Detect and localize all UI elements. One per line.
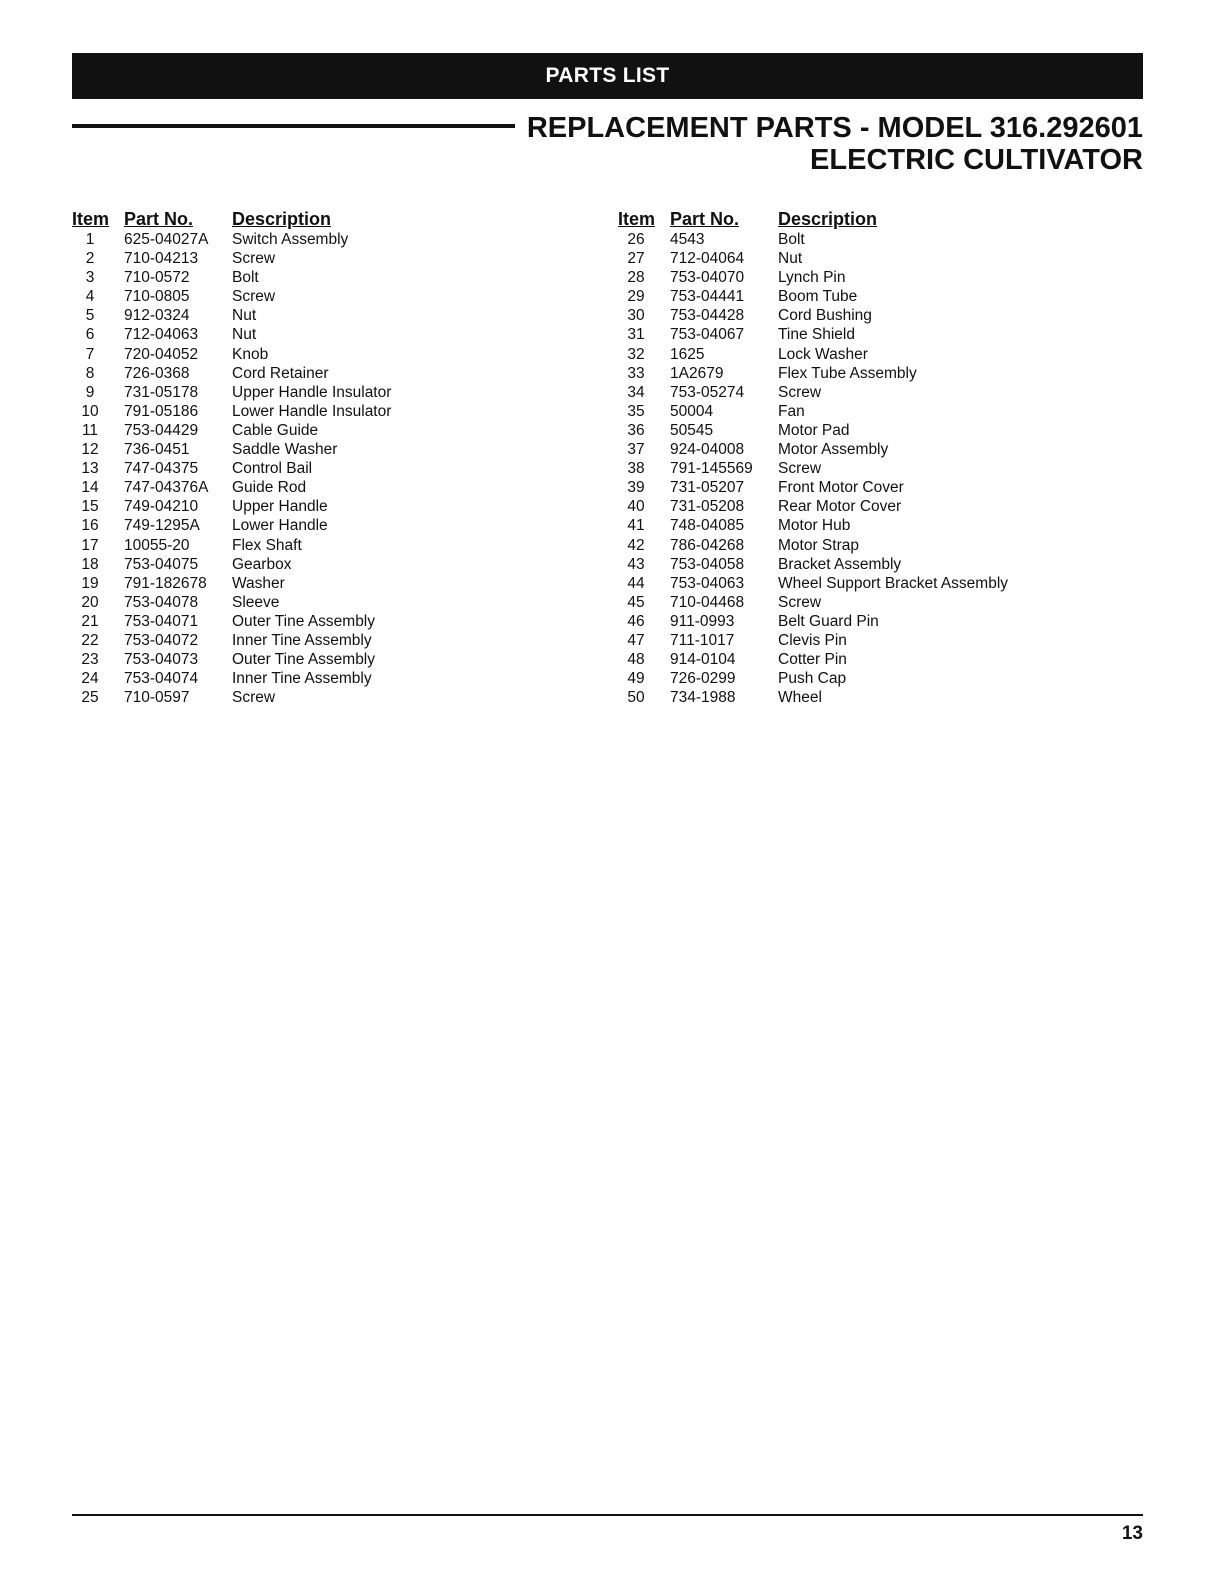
- item-number: 43: [627, 555, 645, 573]
- parts-table-right: [618, 208, 1008, 707]
- part-number: 753-05274: [670, 383, 745, 401]
- part-number: 753-04075: [124, 555, 199, 573]
- item-number: 6: [85, 326, 95, 344]
- part-number: 749-1295A: [124, 517, 200, 535]
- item-number: 13: [81, 460, 99, 478]
- part-description: Cord Bushing: [778, 307, 872, 325]
- part-number: 914-0104: [670, 651, 736, 669]
- item-number: 32: [627, 345, 645, 363]
- part-description: Screw: [778, 593, 822, 611]
- item-number: 30: [627, 307, 645, 325]
- part-description: Nut: [232, 326, 257, 344]
- table-row: [72, 497, 391, 516]
- part-description: Front Motor Cover: [778, 479, 904, 497]
- part-number: 911-0993: [670, 612, 735, 630]
- table-row: [72, 516, 391, 535]
- title-line-2: ELECTRIC CULTIVATOR: [810, 144, 1143, 176]
- item-number: 4: [85, 288, 95, 306]
- part-description: Inner Tine Assembly: [232, 670, 372, 688]
- item-number: 33: [627, 364, 645, 382]
- table-row: [72, 287, 391, 306]
- header-item: Item: [618, 209, 656, 229]
- item-number: 20: [81, 593, 99, 611]
- item-number: 16: [81, 517, 99, 535]
- part-number: 1625: [670, 345, 705, 363]
- part-number: 736-0451: [124, 441, 190, 459]
- part-number: 749-04210: [124, 498, 199, 516]
- part-number: 753-04067: [670, 326, 745, 344]
- part-description: Motor Pad: [778, 421, 850, 439]
- part-description: Cable Guide: [232, 421, 319, 439]
- item-number: 46: [627, 612, 645, 630]
- part-number: 710-04468: [670, 593, 745, 611]
- part-description: Sleeve: [232, 593, 280, 611]
- title-rule: [72, 124, 515, 128]
- table-row: [72, 536, 391, 555]
- table-row: [72, 440, 391, 459]
- table-row: [618, 536, 1008, 555]
- part-description: Bracket Assembly: [778, 555, 902, 573]
- part-number: 791-05186: [124, 402, 199, 420]
- part-description: Motor Assembly: [778, 441, 889, 459]
- part-description: Tine Shield: [778, 326, 855, 344]
- part-description: Lock Washer: [778, 345, 868, 363]
- part-description: Switch Assembly: [232, 231, 349, 248]
- table-row: [72, 612, 391, 631]
- part-description: Screw: [232, 250, 276, 268]
- page-title: [527, 112, 1143, 176]
- part-number: 731-05178: [124, 383, 199, 401]
- table-row: [72, 631, 391, 650]
- part-description: Boom Tube: [778, 288, 858, 306]
- item-number: 14: [81, 479, 99, 497]
- part-description: Screw: [232, 689, 276, 707]
- part-number: 753-04071: [124, 612, 199, 630]
- part-number: 731-05208: [670, 498, 745, 516]
- part-number: 711-1017: [670, 631, 735, 649]
- item-number: 3: [85, 269, 95, 287]
- table-row: [72, 478, 391, 497]
- table-row: [72, 249, 391, 268]
- part-number: 753-04058: [670, 555, 745, 573]
- header-description: Description: [232, 209, 332, 229]
- table-row: [618, 669, 1008, 688]
- part-number: 50004: [670, 402, 714, 420]
- part-number: 924-04008: [670, 441, 745, 459]
- table-row: [72, 555, 391, 574]
- table-row: [618, 230, 1008, 249]
- part-description: Nut: [232, 307, 257, 325]
- part-number: 753-04072: [124, 631, 199, 649]
- table-row: [618, 574, 1008, 593]
- part-number: 710-04213: [124, 250, 199, 268]
- table-row: [618, 249, 1008, 268]
- part-number: 4543: [670, 231, 705, 248]
- table-row: [618, 287, 1008, 306]
- header-part-no: Part No.: [670, 209, 740, 229]
- item-number: 28: [627, 269, 645, 287]
- table-header: [72, 208, 391, 230]
- item-number: 12: [81, 441, 99, 459]
- part-description: Motor Strap: [778, 536, 859, 554]
- part-description: Outer Tine Assembly: [232, 612, 376, 630]
- section-banner: [72, 53, 1143, 99]
- item-number: 35: [627, 402, 645, 420]
- part-number: 748-04085: [670, 517, 745, 535]
- part-number: 786-04268: [670, 536, 745, 554]
- item-number: 10: [81, 402, 99, 420]
- part-number: 625-04027A: [124, 231, 209, 248]
- part-number: 912-0324: [124, 307, 190, 325]
- table-row: [72, 574, 391, 593]
- part-number: 734-1988: [670, 689, 736, 707]
- table-row: [72, 421, 391, 440]
- table-header: [618, 208, 1008, 230]
- item-number: 26: [627, 231, 645, 248]
- banner-title: PARTS LIST: [545, 64, 670, 87]
- part-description: Cotter Pin: [778, 651, 847, 669]
- part-description: Screw: [778, 460, 822, 478]
- part-description: Washer: [232, 574, 285, 592]
- part-number: 712-04063: [124, 326, 199, 344]
- table-row: [618, 497, 1008, 516]
- table-row: [72, 364, 391, 383]
- table-row: [618, 612, 1008, 631]
- table-row: [618, 345, 1008, 364]
- footer-rule: [72, 1514, 1143, 1516]
- item-number: 36: [627, 421, 645, 439]
- table-row: [618, 383, 1008, 402]
- part-number: 791-182678: [124, 574, 207, 592]
- part-description: Bolt: [778, 231, 805, 248]
- part-number: 726-0368: [124, 364, 190, 382]
- table-row: [72, 593, 391, 612]
- table-row: [618, 421, 1008, 440]
- part-description: Wheel Support Bracket Assembly: [778, 574, 1009, 592]
- part-description: Belt Guard Pin: [778, 612, 879, 630]
- part-description: Upper Handle Insulator: [232, 383, 392, 401]
- part-description: Fan: [778, 402, 805, 420]
- table-row: [618, 516, 1008, 535]
- part-description: Lower Handle: [232, 517, 328, 535]
- part-number: 753-04428: [670, 307, 745, 325]
- part-description: Flex Tube Assembly: [778, 364, 917, 382]
- part-number: 720-04052: [124, 345, 199, 363]
- table-row: [72, 345, 391, 364]
- part-description: Screw: [232, 288, 276, 306]
- part-number: 731-05207: [670, 479, 745, 497]
- table-row: [72, 268, 391, 287]
- part-number: 753-04441: [670, 288, 745, 306]
- part-number: 753-04074: [124, 670, 199, 688]
- table-row: [618, 593, 1008, 612]
- part-number: 710-0597: [124, 689, 190, 707]
- item-number: 2: [85, 250, 95, 268]
- table-row: [72, 459, 391, 478]
- part-description: Outer Tine Assembly: [232, 651, 376, 669]
- part-number: 753-04073: [124, 651, 199, 669]
- table-row: [72, 402, 391, 421]
- item-number: 1: [85, 231, 95, 248]
- item-number: 39: [627, 479, 645, 497]
- table-row: [618, 688, 1008, 707]
- table-row: [72, 688, 391, 707]
- part-description: Nut: [778, 250, 803, 268]
- item-number: 5: [85, 307, 95, 325]
- item-number: 11: [81, 421, 99, 439]
- header-description: Description: [778, 209, 878, 229]
- part-description: Knob: [232, 345, 269, 363]
- item-number: 29: [627, 288, 645, 306]
- part-description: Rear Motor Cover: [778, 498, 902, 516]
- item-number: 22: [81, 631, 99, 649]
- part-number: 753-04429: [124, 421, 199, 439]
- parts-table-left: [72, 208, 391, 707]
- item-number: 50: [627, 689, 645, 707]
- item-number: 48: [627, 651, 645, 669]
- part-number: 710-0572: [124, 269, 190, 287]
- table-body: [72, 230, 391, 707]
- part-number: 747-04376A: [124, 479, 209, 497]
- part-number: 753-04070: [670, 269, 745, 287]
- item-number: 23: [81, 651, 99, 669]
- part-description: Inner Tine Assembly: [232, 631, 372, 649]
- item-number: 42: [627, 536, 645, 554]
- item-number: 37: [627, 441, 645, 459]
- item-number: 47: [627, 631, 645, 649]
- item-number: 44: [627, 574, 645, 592]
- part-number: 791-145569: [670, 460, 753, 478]
- table-row: [618, 268, 1008, 287]
- page-number: 13: [1121, 1523, 1143, 1544]
- item-number: 21: [81, 612, 99, 630]
- item-number: 17: [81, 536, 99, 554]
- table-row: [618, 650, 1008, 669]
- part-description: Gearbox: [232, 555, 292, 573]
- item-number: 25: [81, 689, 99, 707]
- header-part-no: Part No.: [124, 209, 194, 229]
- item-number: 7: [85, 345, 95, 363]
- part-number: 726-0299: [670, 670, 736, 688]
- part-number: 1A2679: [670, 364, 724, 382]
- part-description: Control Bail: [232, 460, 313, 478]
- table-row: [72, 650, 391, 669]
- item-number: 18: [81, 555, 99, 573]
- part-number: 747-04375: [124, 460, 199, 478]
- table-row: [618, 364, 1008, 383]
- part-description: Bolt: [232, 269, 259, 287]
- part-number: 710-0805: [124, 288, 190, 306]
- table-row: [72, 669, 391, 688]
- table-row: [618, 325, 1008, 344]
- item-number: 34: [627, 383, 645, 401]
- part-description: Push Cap: [778, 670, 847, 688]
- table-row: [618, 631, 1008, 650]
- part-description: Guide Rod: [232, 479, 307, 497]
- table-row: [72, 325, 391, 344]
- table-row: [72, 306, 391, 325]
- part-description: Lower Handle Insulator: [232, 402, 392, 420]
- title-line-1: REPLACEMENT PARTS - MODEL 316.292601: [526, 112, 1143, 144]
- part-number: 712-04064: [670, 250, 745, 268]
- table-row: [618, 306, 1008, 325]
- item-number: 9: [85, 383, 95, 401]
- part-number: 753-04078: [124, 593, 199, 611]
- part-description: Wheel: [778, 689, 822, 707]
- part-number: 50545: [670, 421, 714, 439]
- item-number: 19: [81, 574, 99, 592]
- part-number: 753-04063: [670, 574, 745, 592]
- part-description: Flex Shaft: [232, 536, 302, 554]
- table-row: [618, 555, 1008, 574]
- table-body: [618, 230, 1008, 707]
- table-row: [618, 402, 1008, 421]
- part-description: Cord Retainer: [232, 364, 329, 382]
- header-item: Item: [72, 209, 110, 229]
- table-row: [72, 230, 391, 249]
- item-number: 41: [627, 517, 645, 535]
- table-row: [72, 383, 391, 402]
- part-description: Motor Hub: [778, 517, 851, 535]
- part-description: Clevis Pin: [778, 631, 847, 649]
- table-row: [618, 459, 1008, 478]
- item-number: 45: [627, 593, 645, 611]
- item-number: 40: [627, 498, 645, 516]
- item-number: 24: [81, 670, 99, 688]
- item-number: 15: [81, 498, 99, 516]
- item-number: 27: [627, 250, 645, 268]
- part-description: Saddle Washer: [232, 441, 338, 459]
- table-row: [618, 440, 1008, 459]
- part-number: 10055-20: [124, 536, 190, 554]
- part-description: Upper Handle: [232, 498, 328, 516]
- table-row: [618, 478, 1008, 497]
- part-description: Lynch Pin: [778, 269, 846, 287]
- item-number: 31: [627, 326, 645, 344]
- item-number: 8: [85, 364, 95, 382]
- item-number: 38: [627, 460, 645, 478]
- item-number: 49: [627, 670, 645, 688]
- part-description: Screw: [778, 383, 822, 401]
